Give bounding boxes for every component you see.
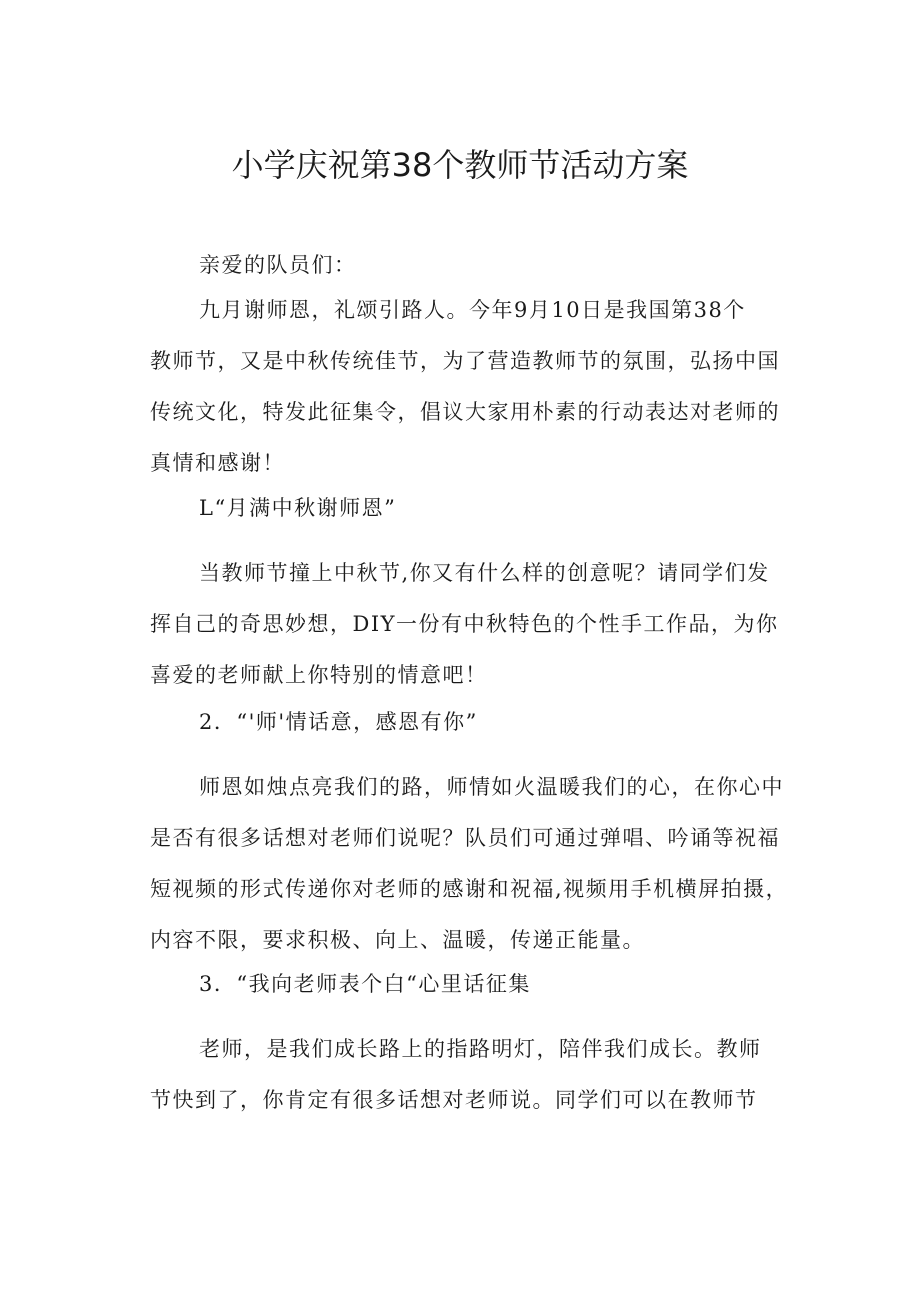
- intro-line: 九月谢师恩，礼颂引路人。今年9月10日是我国第38个: [199, 298, 746, 322]
- intro-line: 真情和感谢！: [150, 451, 285, 475]
- section-heading-2: 2．“'师'情话意，感恩有你”: [199, 710, 478, 734]
- section-line: 挥自己的奇思妙想，DIY一份有中秋特色的个性手工作品，为你: [150, 612, 779, 636]
- section-paragraph-2: [150, 762, 800, 966]
- intro-line: 传统文化，特发此征集令，倡议大家用朴素的行动表达对老师的: [150, 400, 780, 424]
- section-line: 喜爱的老师献上你特别的情意吧！: [150, 663, 488, 687]
- section-heading-3: 3．“我向老师表个白“心里话征集: [199, 972, 531, 996]
- section-paragraph-3: [150, 1024, 800, 1126]
- page-title: 小学庆祝第38个教师节活动方案: [231, 146, 689, 184]
- section-paragraph-1: [150, 548, 800, 701]
- section-line: 当教师节撞上中秋节,你又有什么样的创意呢？请同学们发: [199, 561, 770, 585]
- section-line: 节快到了，你肯定有很多话想对老师说。同学们可以在教师节: [150, 1088, 758, 1112]
- intro-line: 教师节，又是中秋传统佳节，为了营造教师节的氛围，弘扬中国: [150, 349, 780, 373]
- section-line: 短视频的形式传递你对老师的感谢和祝福,视频用手机横屏拍摄，: [150, 877, 789, 901]
- section-line: 师恩如烛点亮我们的路，师情如火温暖我们的心，在你心中: [199, 775, 784, 799]
- section-line: 老师，是我们成长路上的指路明灯，陪伴我们成长。教师: [199, 1037, 762, 1061]
- section-line: 内容不限，要求积极、向上、温暖，传递正能量。: [150, 928, 645, 952]
- intro-paragraph: [150, 285, 800, 489]
- section-line: 是否有很多话想对老师们说呢？队员们可通过弹唱、吟诵等祝福: [150, 826, 780, 850]
- section-heading-1: L“月满中秋谢师恩”: [199, 496, 397, 520]
- greeting: 亲爱的队员们：: [199, 253, 357, 277]
